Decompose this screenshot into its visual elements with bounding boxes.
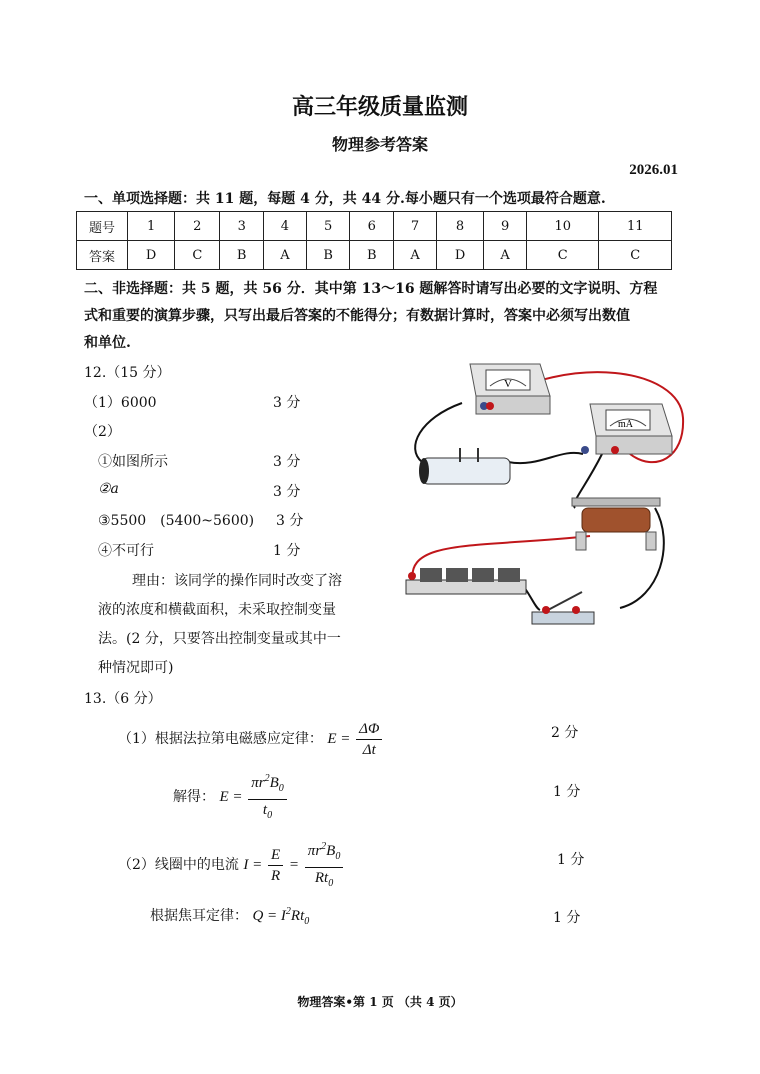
joule-law-formula: $Q = I^2Rt_0$ xyxy=(252,906,310,927)
q13-step4 xyxy=(150,905,309,927)
q13-step3 xyxy=(118,838,345,893)
q12-header: 12.（15 分） xyxy=(84,365,171,381)
table-cell: 1 xyxy=(128,212,175,241)
q13-step2-score: 1 分 xyxy=(553,784,581,800)
page-subtitle: 物理参考答案 xyxy=(331,135,428,154)
q12-item-label: （1）6000 xyxy=(84,395,157,411)
q12-item-score: 3 分 xyxy=(273,454,301,470)
battery-pack xyxy=(406,568,526,594)
current-formula: I = $\frac{E}{R}$ = $\frac{\pi r^2B_0}{Rt_0}$ xyxy=(243,857,345,873)
circuit-diagram xyxy=(400,358,696,630)
table-cell: B xyxy=(306,241,350,270)
section2-heading-line2: 式和重要的演算步骤，只写出最后答案的不能得分；有数据计算时，答案中必须写出数值 xyxy=(84,308,630,324)
emf-result-formula: E = $\frac{\pi r^2B_0}{t_0}$ xyxy=(219,789,288,805)
q12-reason-line: 种情况即可) xyxy=(98,660,174,676)
table-cell: A xyxy=(484,241,527,270)
q13-step4-score: 1 分 xyxy=(553,910,581,926)
rheostat xyxy=(572,498,660,550)
q12-reason-line: 理由：该同学的操作同时改变了溶 xyxy=(132,573,342,589)
table-cell: 3 xyxy=(220,212,264,241)
q12-item-score: 3 分 xyxy=(273,395,301,411)
q12-item-label: ①如图所示 xyxy=(98,454,168,470)
table-cell: B xyxy=(220,241,264,270)
table-cell: A xyxy=(264,241,307,270)
voltmeter-label: V xyxy=(504,378,512,390)
table-cell: C xyxy=(599,241,672,270)
table-cell: B xyxy=(350,241,394,270)
table-cell: 10 xyxy=(527,212,599,241)
table-cell: C xyxy=(175,241,220,270)
q12-reason-line: 法。(2 分，只要答出控制变量或其中一 xyxy=(98,631,341,647)
table-cell: 5 xyxy=(306,212,350,241)
q12-item-score: 3 分 xyxy=(276,513,304,529)
table-cell: 9 xyxy=(484,212,527,241)
table-cell: A xyxy=(394,241,437,270)
row-label: 题号 xyxy=(77,212,128,241)
q13-step1-score: 2 分 xyxy=(551,725,579,741)
q13-step4-text: 根据焦耳定律： xyxy=(150,908,248,924)
q13-step2 xyxy=(173,770,289,825)
q12-reason-line: 液的浓度和横截面积，未采取控制变量 xyxy=(98,602,336,618)
q13-step1 xyxy=(118,720,384,759)
q13-step2-text: 解得： xyxy=(173,788,215,805)
q13-step1-text: （1）根据法拉第电磁感应定律： xyxy=(118,730,323,747)
q12-item-score: 1 分 xyxy=(273,543,301,559)
table-cell: C xyxy=(527,241,599,270)
answer-table xyxy=(76,211,672,270)
faraday-law-formula: E = $\frac{\Delta\Phi}{\Delta t}$ xyxy=(327,731,384,747)
q13-header: 13.（6 分） xyxy=(84,691,162,707)
electrolyte-tube xyxy=(419,448,510,484)
section2-heading-line3: 和单位. xyxy=(84,335,131,351)
row-label: 答案 xyxy=(77,241,128,270)
q12-item-label: （2） xyxy=(84,424,121,440)
table-cell: D xyxy=(128,241,175,270)
switch xyxy=(532,592,594,624)
q12-item-label: ③5500 (5400~5600) xyxy=(98,513,255,529)
milliammeter-label: mA xyxy=(618,419,633,430)
table-cell: 4 xyxy=(264,212,307,241)
q13-step3-score: 1 分 xyxy=(557,852,585,868)
table-cell: 6 xyxy=(350,212,394,241)
voltmeter xyxy=(470,364,550,414)
page-title: 高三年级质量监测 xyxy=(291,94,468,120)
wire xyxy=(508,453,583,463)
table-cell: 8 xyxy=(436,212,483,241)
table-row xyxy=(77,241,672,270)
q12-item-score: 3 分 xyxy=(273,484,301,500)
table-cell: 7 xyxy=(394,212,437,241)
section2-heading-line1: 二、非选择题：共 5 题，共 56 分．其中第 13～16 题解答时请写出必要的文字说明、方程 xyxy=(84,281,658,297)
section1-heading: 一、单项选择题：共 11 题，每题 4 分，共 44 分.每小题只有一个选项最符合题意. xyxy=(84,191,606,207)
exam-date: 2026.01 xyxy=(629,162,678,178)
q12-item-label: ④不可行 xyxy=(98,543,154,559)
wire xyxy=(415,403,462,462)
q13-step3-text: （2）线圈中的电流 xyxy=(118,856,239,873)
q12-item-label: ②a xyxy=(98,481,119,497)
milliammeter xyxy=(581,404,672,454)
table-cell: 2 xyxy=(175,212,220,241)
page-footer: 物理答案•第 1 页 （共 4 页） xyxy=(297,995,463,1009)
table-cell: 11 xyxy=(599,212,672,241)
table-row xyxy=(77,212,672,241)
table-cell: D xyxy=(436,241,483,270)
